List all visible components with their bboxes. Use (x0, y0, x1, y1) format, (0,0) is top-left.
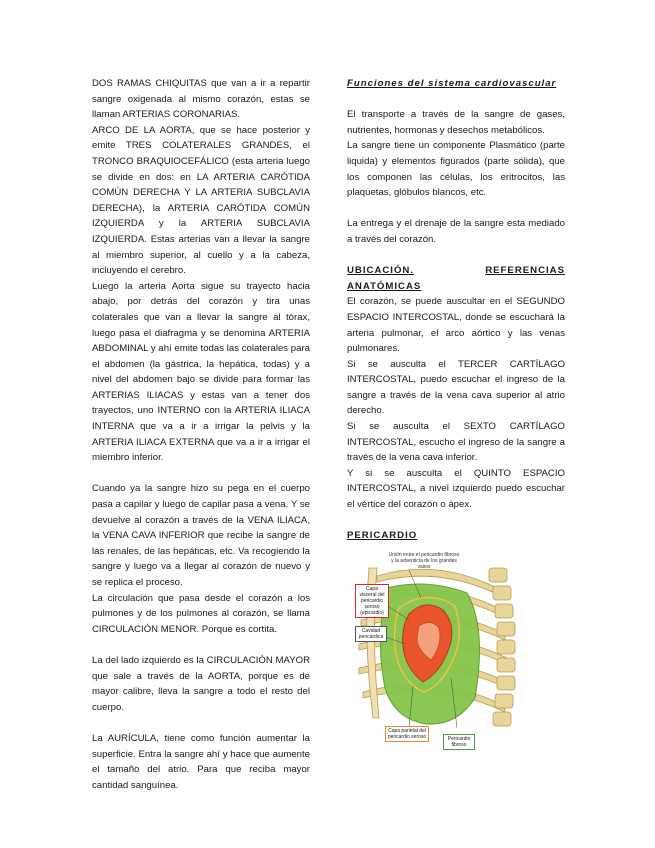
paragraph: DOS RAMAS CHIQUITAS que van a ir a repartir sangre oxigenada al mismo corazón, estas se llaman ARTERIAS CORONARIAS. (92, 78, 310, 121)
label-union: Unión entre el pericardio fibroso y la adventicia de los grandes vasos (388, 552, 460, 570)
paragraph: Cuando ya la sangre hizo su pega en el cuerpo pasa a capilar y luego de capilar pasa a vena. Y se devuelve al corazón a través de la VENA ILIACA, la VENA CAVA INFERIOR que recibe la sangre de las renales, de las hepáticas, etc. Va recogiendo la sangre y luego va a llegar al corazón de nuevo y se replica el proceso. (92, 483, 310, 588)
paragraph: La del lado izquierdo es la CIRCULACIÓN MAYOR que sale a través de la AORTA, porque es de mayor calibre, lleva la sangre a todo el resto del cuerpo. (92, 654, 310, 713)
section-heading-funciones: Funciones del sistema cardiovascular (347, 78, 557, 89)
label-parietal: Capa parietal del pericardio seroso (385, 726, 429, 742)
right-column (347, 76, 565, 544)
pericardium-illustration (347, 548, 519, 758)
left-column (92, 76, 310, 793)
paragraph: La AURÍCULA, tiene como función aumentar la superficie. Entra la sangre ahí y hace que aumente el tamaño del atrio. Para que reciba mayor cantidad sanguínea. (92, 732, 310, 791)
paragraph: El corazón, se puede auscultar en el SEGUNDO ESPACIO INTERCOSTAL, donde se escuchará la arteria pulmonar, el arco aórtico y las venas pulmonares. (347, 296, 565, 355)
section-heading-ubicacion-line2: ANATÓMICAS (347, 280, 422, 292)
label-visceral: Capa visceral del pericardio seroso (epicardio) (355, 584, 389, 618)
paragraph: Y si se ausculta el QUINTO ESPACIO INTERCOSTAL, a nivel izquierdo puedo escuchar el vértice del corazón o ápex. (347, 467, 565, 511)
section-heading-pericardio: PERICARDIO (347, 530, 418, 542)
heading-word: UBICACIÓN. (347, 265, 415, 277)
paragraph: La sangre tiene un componente Plasmático (parte liquida) y elementos figurados (parte sólida), que los componen las células, los eritrocitos, las plaquetas, glóbulos blancos, etc. (347, 140, 565, 199)
paragraph: Luego la arteria Aorta sigue su trayecto hacia abajo, por detrás del corazón y tira unas colaterales que van a llevar la sangre al tórax, luego pasa el diafragma y se denomina ARTERIA ABDOMINAL y ahí emite todas las colaterales para el abdomen (la gástrica, la hepática, todas) y a nivel del abdomen bajo se divide para formar las ARTERIAS ILIACAS y estas van a tener dos trayectos, uno INTERNO con la ARTERIA ILIACA INTERNA que va a ir a irrigar la pelvis y la ARTERIA ILIACA EXTERNA que va a ir a irrigar el miembro inferior. (92, 280, 310, 464)
paragraph: Si se ausculta el SEXTO CARTÍLAGO INTERCOSTAL, escucho el ingreso de la sangre a través de la vena cava inferior. (347, 421, 565, 464)
paragraph: Si se ausculta el TERCER CARTÍLAGO INTERCOSTAL, puedo escuchar el ingreso de la sangre a través de la vena cava superior al atrio derecho. (347, 358, 565, 417)
label-fibroso: Pericardio fibroso (443, 734, 475, 750)
label-cavidad: Cavidad pericárdica (355, 626, 387, 642)
section-heading-ubicacion (347, 263, 565, 279)
paragraph: El transporte a través de la sangre de gases, nutrientes, hormonas y desechos metabólicos. (347, 109, 565, 136)
pericardium-figure (347, 548, 519, 758)
heading-word: REFERENCIAS (485, 265, 565, 277)
paragraph: ARCO DE LA AORTA, que se hace posterior y emite TRES COLATERALES GRANDES, el TRONCO BRAQUIOCEFÁLICO (esta arteria luego se divide en dos: en LA ARTERIA CARÓTIDA COMÚN DERECHA Y LA ARTERIA SUBCLAVIA DERECHA), la ARTERIA CARÓTIDA COMÚN IZQUIERDA y la ARTERIA SUBCLAVIA IZQUIERDA. Estas arterias van a llevar la sangre al miembro superior, al cuello y a la cabeza, incluyendo el cerebro. (92, 124, 310, 277)
paragraph: La entrega y el drenaje de la sangre esta mediado a través del corazón. (347, 218, 565, 245)
paragraph: La circulación que pasa desde el corazón a los pulmones y de los pulmones al corazón, se llama CIRCULACIÓN MENOR. Porque es cortita. (92, 592, 310, 635)
